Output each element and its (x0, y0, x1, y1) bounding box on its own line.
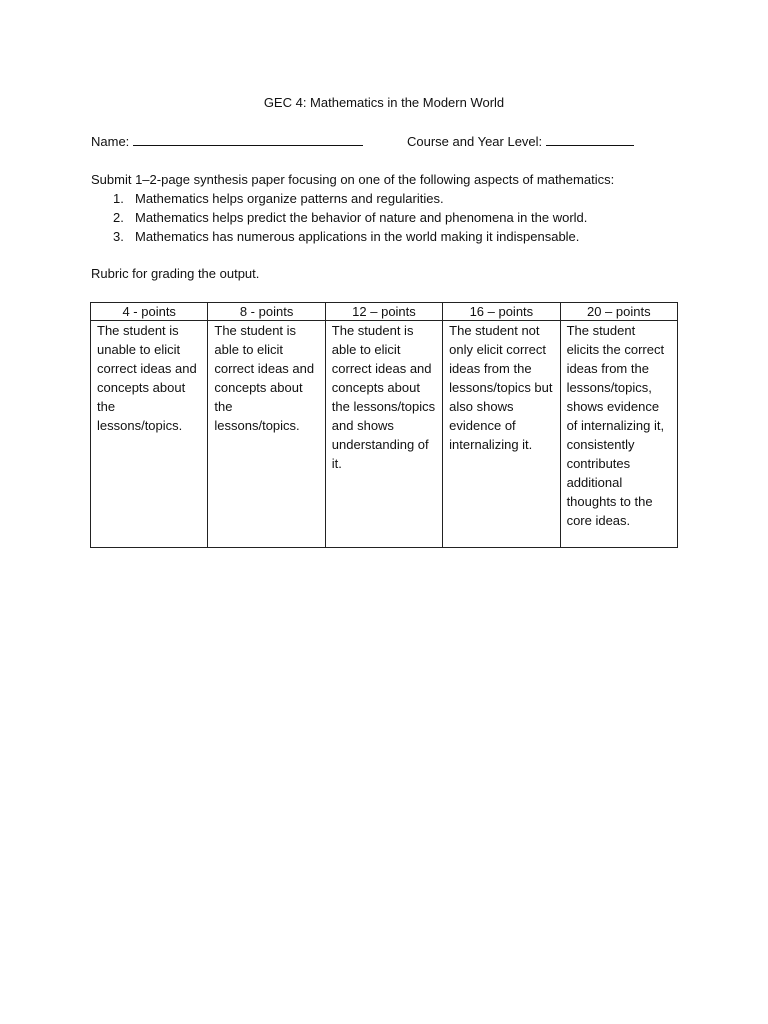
course-year-blank-line (546, 132, 634, 146)
aspects-list (91, 189, 691, 246)
rubric-cell-16-points: The student not only elicit correct ideas from the lessons/topics but also shows evidence of internalizing it. (443, 321, 560, 548)
list-item-text: Mathematics has numerous applications in the world making it indispensable. (135, 229, 580, 244)
name-field (91, 132, 363, 150)
rubric-table (90, 302, 678, 548)
list-item (91, 208, 691, 227)
rubric-header-20-points: 20 – points (560, 303, 677, 321)
rubric-cell-4-points: The student is unable to elicit correct ideas and concepts about the lessons/topics. (91, 321, 208, 548)
rubric-cell-12-points: The student is able to elicit correct ideas and concepts about the lessons/topics and shows understanding of it. (325, 321, 442, 548)
rubric-header-4-points: 4 - points (91, 303, 208, 321)
course-year-field (407, 132, 634, 150)
rubric-header-8-points: 8 - points (208, 303, 325, 321)
rubric-cell-8-points: The student is able to elicit correct ideas and concepts about the lessons/topics. (208, 321, 325, 548)
list-item (91, 227, 691, 246)
list-item-number: 1. (113, 191, 124, 206)
student-info-fields (91, 132, 691, 150)
document-title: GEC 4: Mathematics in the Modern World (263, 95, 505, 110)
rubric-header-16-points: 16 – points (443, 303, 560, 321)
table-row (91, 321, 678, 548)
rubric-label: Rubric for grading the output. (91, 266, 260, 281)
instructions-text: Submit 1–2-page synthesis paper focusing on one of the following aspects of mathematics: (91, 172, 615, 187)
course-year-label: Course and Year Level: (407, 134, 543, 149)
rubric-header-12-points: 12 – points (325, 303, 442, 321)
rubric-cell-20-points: The student elicits the correct ideas from the lessons/topics, shows evidence of internalizing it, consistently contributes additional thoughts to the core ideas. (560, 321, 677, 548)
name-blank-line (133, 132, 363, 146)
rubric-header-row (91, 303, 678, 321)
list-item-number: 2. (113, 210, 124, 225)
list-item-text: Mathematics helps organize patterns and regularities. (135, 191, 444, 206)
list-item-number: 3. (113, 229, 124, 244)
name-label: Name: (91, 134, 130, 149)
list-item-text: Mathematics helps predict the behavior of nature and phenomena in the world. (135, 210, 588, 225)
list-item (91, 189, 691, 208)
